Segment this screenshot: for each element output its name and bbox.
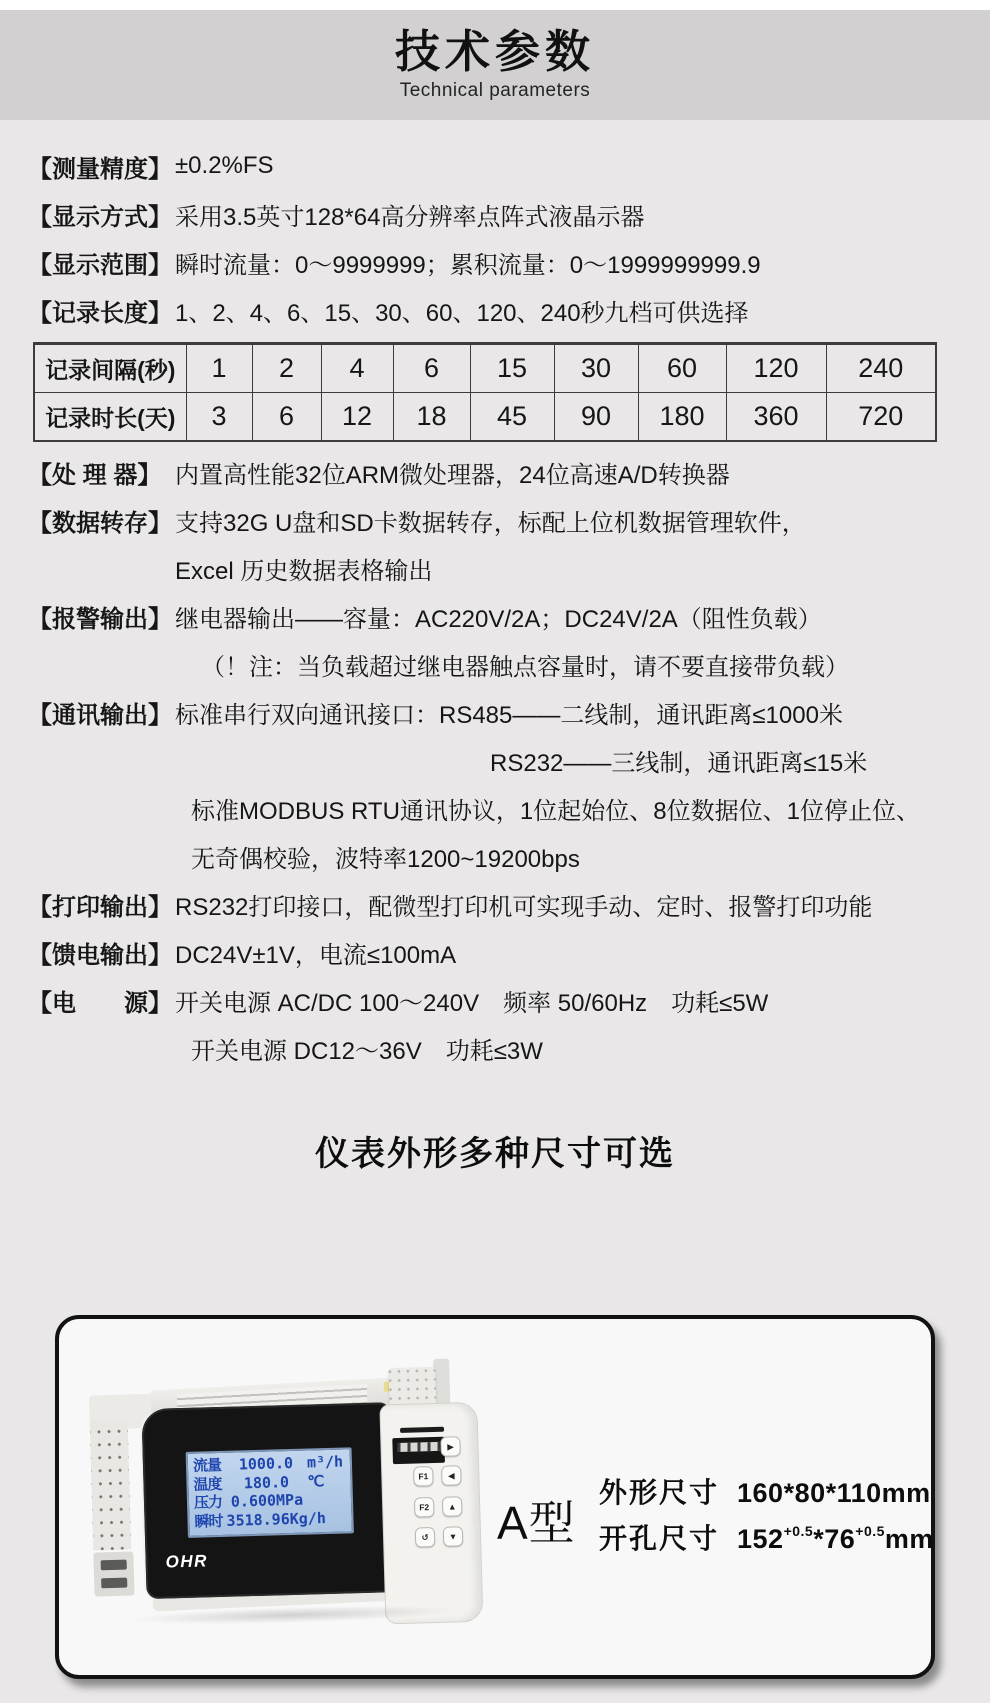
row-header-cell: 记录时长(天): [34, 393, 186, 442]
spec-text: RS232——三线制，通讯距离≤15米: [490, 749, 868, 777]
dim-value: 160*80*110mm: [737, 1478, 931, 1508]
lcd-pressure-value: 0.600MPa: [230, 1490, 304, 1511]
table-cell: 360: [726, 393, 826, 442]
spec-text: ±0.2%FS: [175, 152, 274, 179]
dim-unit: mm: [884, 1524, 934, 1554]
lcd-line-instant: [194, 1508, 346, 1531]
table-cell: 45: [470, 393, 554, 442]
spec-row-display-range: [28, 238, 990, 286]
spec-text: 标准MODBUS RTU通讯协议，1位起始位、8位数据位、1位停止位、: [191, 797, 920, 825]
left-arrow-icon: ◀: [447, 1469, 455, 1481]
dim-separator: *: [813, 1524, 825, 1554]
spec-text: 标准串行双向通讯接口：RS485——二线制，通讯距离≤1000米: [175, 701, 843, 729]
spec-label: 【打印输出】: [28, 893, 172, 921]
spec-text: 无奇偶校验，波特率1200~19200bps: [191, 845, 580, 873]
lcd-flow-label: 流量: [192, 1455, 222, 1475]
spec-row-accuracy: [28, 142, 990, 190]
spec-row-comm-output: [28, 688, 990, 736]
dimension-list: [599, 1471, 934, 1563]
spec-row-display-mode: [28, 190, 990, 238]
content-area: [0, 120, 990, 1679]
spec-text: Excel 历史数据表格输出: [175, 557, 433, 585]
device-terminal-block: [93, 1551, 134, 1596]
table-cell: 240: [826, 344, 936, 393]
record-interval-row: [34, 344, 936, 393]
spec-text: 1、2、4、6、15、30、60、120、240秒九档可供选择: [175, 299, 749, 327]
f2-label: F2: [419, 1502, 430, 1513]
cutout-height: 76: [824, 1524, 856, 1554]
spec-text: 内置高性能32位ARM微处理器，24位高速A/D转换器: [175, 461, 730, 489]
lcd-flow-unit: m³/h: [306, 1452, 344, 1472]
spec-row-comm-modbus: [28, 784, 990, 832]
table-cell: 180: [638, 393, 726, 442]
spec-row-comm-rs232: [28, 736, 990, 784]
spec-row-feed-output: [28, 928, 990, 976]
spec-row-data-transfer-cont: [28, 544, 990, 592]
table-cell: 3: [186, 393, 252, 442]
lcd-flow-value: 1000.0: [238, 1453, 294, 1474]
cutout-width: 152: [737, 1524, 784, 1554]
dim-label: 外形尺寸: [599, 1477, 720, 1508]
table-cell: 30: [554, 344, 638, 393]
lcd-temp-label: 温度: [193, 1474, 222, 1494]
dimension-row-cutout: [599, 1517, 934, 1563]
spec-row-power: [28, 976, 990, 1024]
spec-text: 开关电源 AC/DC 100～240V 频率 50/60Hz 功耗≤5W: [175, 989, 769, 1017]
lcd-temp-unit: ℃: [307, 1471, 325, 1491]
table-cell: 60: [638, 344, 726, 393]
spec-row-data-transfer: [28, 496, 990, 544]
f2-button: [414, 1497, 435, 1518]
spec-label: 【处 理 器】: [28, 461, 162, 489]
right-button: [440, 1436, 461, 1457]
spec-row-record-length: [28, 286, 990, 334]
section-title: 仪表外形多种尺寸可选: [315, 1135, 675, 1173]
spec-label: 【测量精度】: [28, 155, 172, 183]
model-label: A型: [497, 1497, 576, 1549]
spec-label: 【记录长度】: [28, 299, 172, 327]
dimension-row-outline: [599, 1471, 929, 1517]
device-vent-panel: [90, 1420, 132, 1551]
table-cell: 18: [393, 393, 470, 442]
spec-label: 【馈电输出】: [28, 941, 172, 969]
cutout-height-tolerance: +0.5: [855, 1523, 885, 1539]
f1-label: F1: [418, 1471, 429, 1482]
spec-label: 【显示方式】: [28, 203, 172, 231]
record-duration-row: [34, 393, 936, 442]
lcd-temp-value: 180.0: [243, 1472, 290, 1492]
table-cell: 4: [321, 344, 393, 393]
lcd-instant-value: 3518.96Kg/h: [226, 1508, 327, 1530]
spec-text: 瞬时流量：0～9999999；累积流量：0～1999999999.9: [175, 251, 761, 279]
spec-label: 【数据转存】: [28, 509, 172, 537]
lcd-pressure-label: 压力: [193, 1492, 223, 1512]
left-button: [441, 1465, 462, 1486]
page-subtitle: Technical parameters: [399, 79, 591, 101]
usb-port: [392, 1437, 445, 1464]
spec-label: 【报警输出】: [28, 605, 172, 633]
spec-text: DC24V±1V，电流≤100mA: [175, 941, 457, 969]
spec-text: 采用3.5英寸128*64高分辨率点阵式液晶示器: [175, 203, 645, 231]
down-button: [443, 1526, 464, 1547]
spec-row-power-dc: [28, 1024, 990, 1072]
brand-logo: OHR: [165, 1551, 209, 1572]
spec-list: [0, 120, 990, 1072]
spec-label: 【显示范围】: [28, 251, 172, 279]
table-cell: 120: [726, 344, 826, 393]
spec-label: 【通讯输出】: [28, 701, 172, 729]
dim-label: 开孔尺寸: [599, 1523, 720, 1554]
spec-row-print-output: [28, 880, 990, 928]
row-header-cell: 记录间隔(秒): [34, 344, 186, 393]
device-photo: [80, 1345, 503, 1656]
spec-row-alarm-output: [28, 592, 990, 640]
spec-text: 开关电源 DC12～36V 功耗≤3W: [191, 1037, 543, 1065]
up-arrow-icon: ▲: [447, 1501, 457, 1512]
cutout-width-tolerance: +0.5: [783, 1523, 814, 1539]
spec-text: 支持32G U盘和SD卡数据转存，标配上位机数据管理软件，: [175, 509, 806, 537]
table-cell: 12: [321, 393, 393, 442]
table-cell: 1: [186, 344, 252, 393]
table-cell: 6: [393, 344, 470, 393]
top-white-strip: [0, 0, 990, 10]
spec-text: RS232打印接口，配微型打印机可实现手动、定时、报警打印功能: [175, 893, 873, 921]
lcd-screen: [186, 1447, 354, 1538]
table-cell: 720: [826, 393, 936, 442]
product-card: [55, 1315, 935, 1679]
down-arrow-icon: ▼: [448, 1531, 458, 1542]
spec-text: （！注：当负载超过继电器触点容量时，请不要直接带负载）: [201, 653, 849, 681]
up-button: [442, 1496, 463, 1517]
spec-row-comm-baud: [28, 832, 990, 880]
lcd-pressure-unit: [308, 1503, 346, 1504]
page-title: 技术参数: [394, 25, 595, 77]
reset-icon: ↺: [421, 1531, 429, 1542]
record-table: [33, 342, 937, 442]
dim-value: [737, 1524, 934, 1555]
reset-button: [415, 1527, 436, 1548]
f1-button: [413, 1466, 434, 1487]
right-arrow-icon: ▶: [447, 1440, 454, 1452]
spec-row-processor: [28, 448, 990, 496]
spec-text: 继电器输出——容量：AC220V/2A；DC24V/2A（阻性负载）: [175, 605, 822, 633]
table-cell: 6: [252, 393, 321, 442]
spec-label: 【电 源】: [28, 989, 172, 1017]
table-cell: 2: [252, 344, 321, 393]
spec-row-alarm-note: [28, 640, 990, 688]
table-cell: 90: [554, 393, 638, 442]
table-cell: 15: [470, 344, 554, 393]
lcd-instant-label: 瞬时: [194, 1511, 223, 1531]
header-band: [0, 10, 990, 120]
